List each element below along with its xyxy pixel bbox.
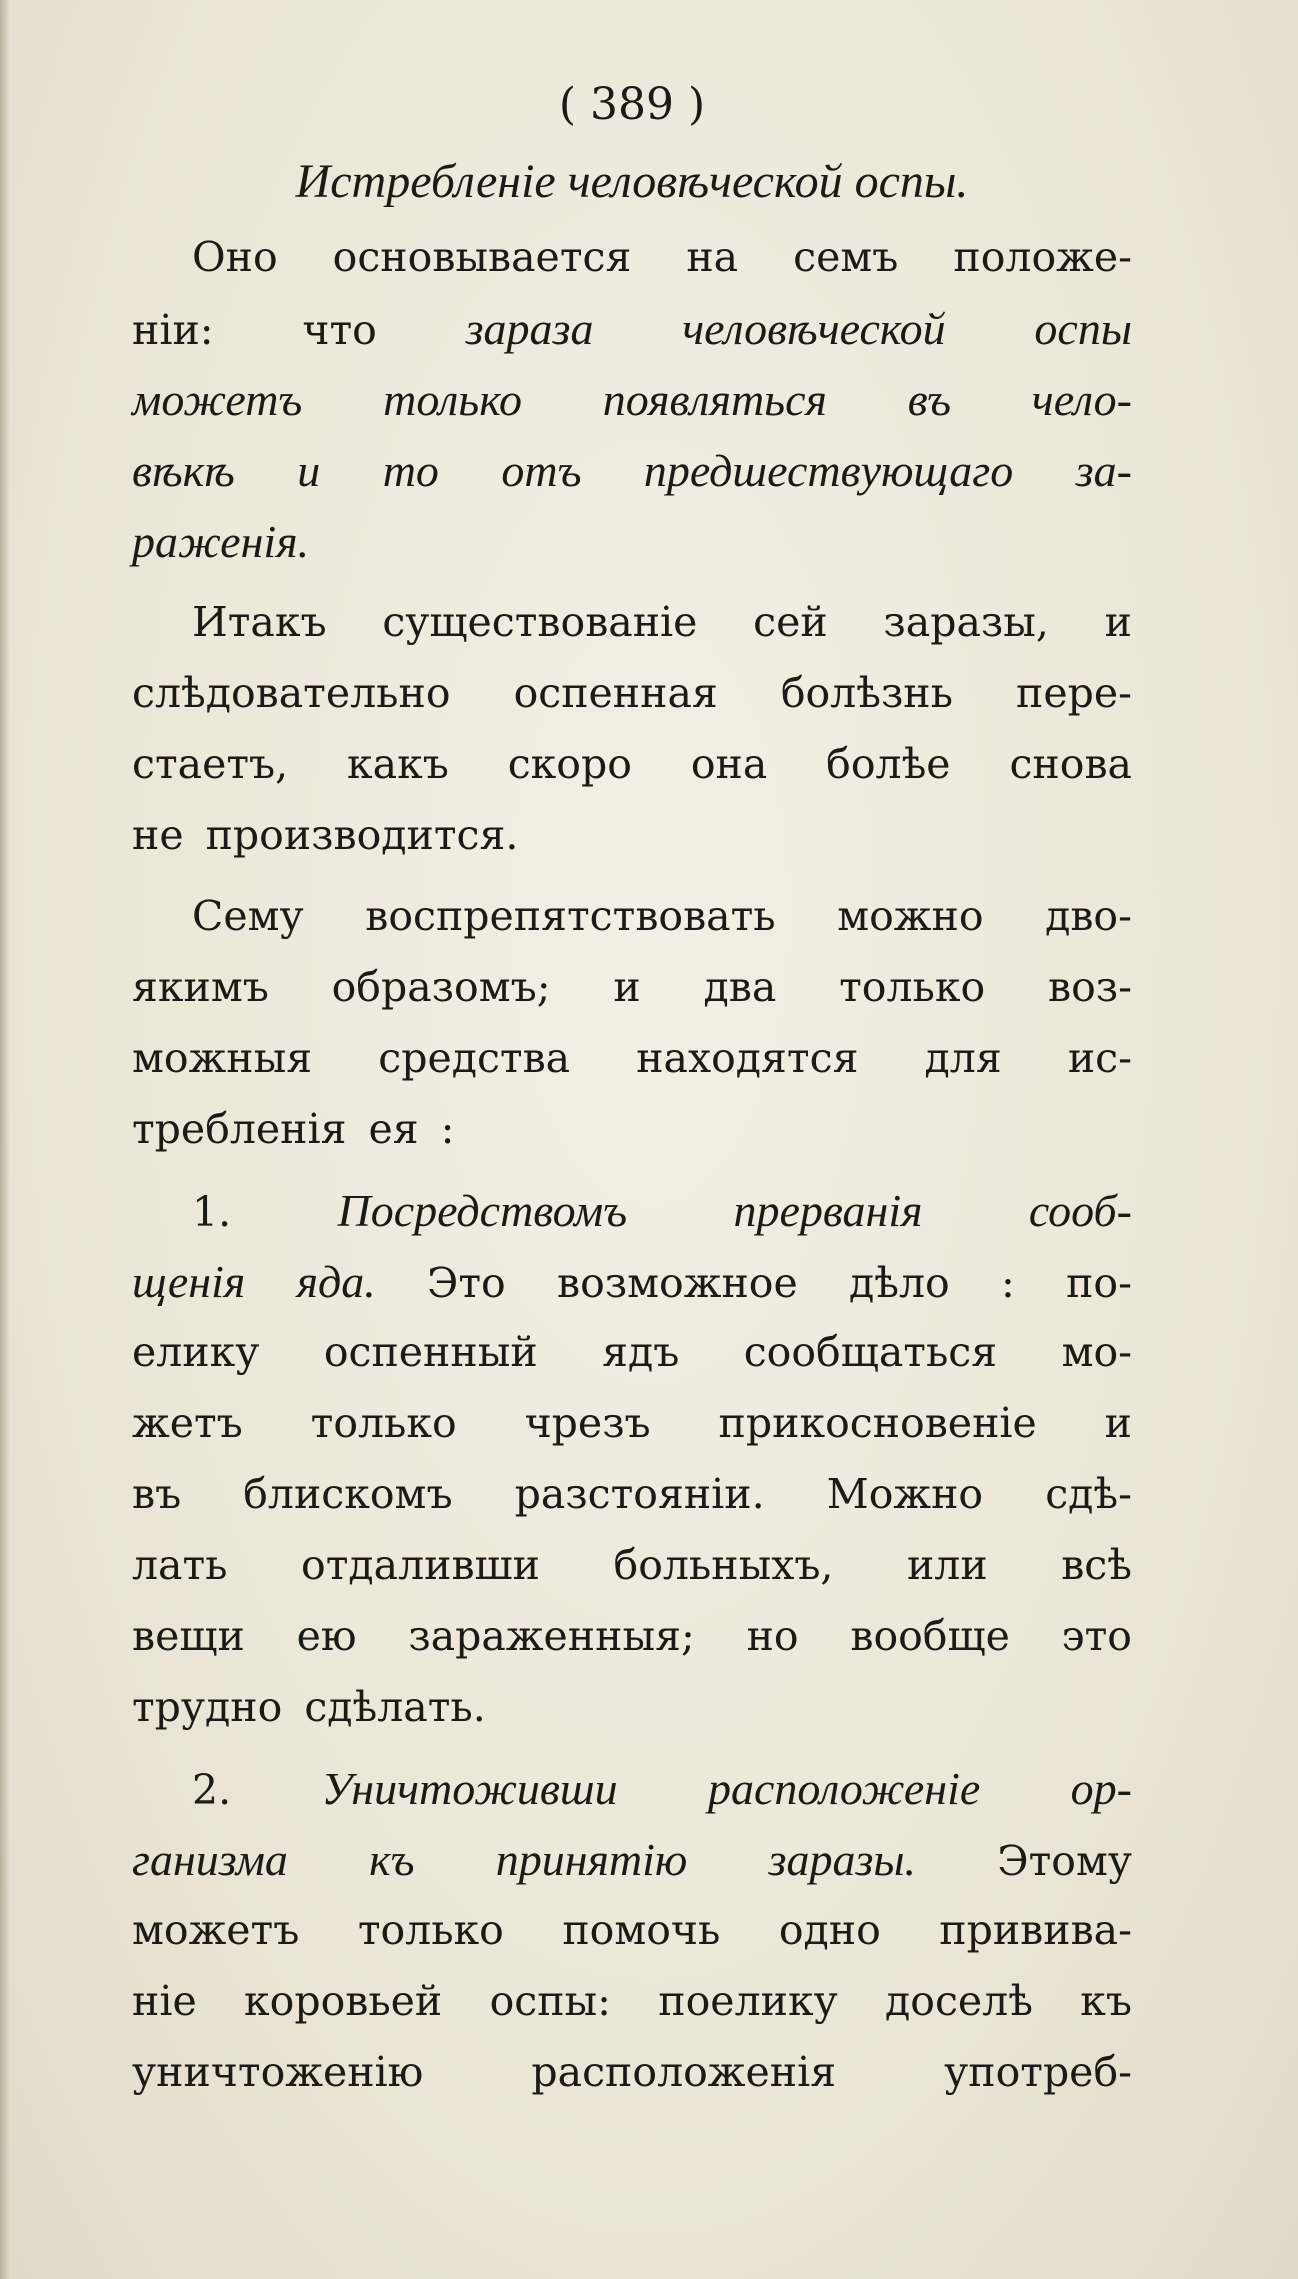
word: можетъ — [132, 1906, 300, 1954]
italic-word: къ — [369, 1834, 415, 1885]
word: вообще — [850, 1612, 1010, 1660]
word: блискомъ — [243, 1470, 453, 1518]
word: вещи — [132, 1612, 245, 1660]
word: что — [302, 306, 377, 354]
italic-word: въ — [907, 374, 951, 425]
word: существованіе — [382, 598, 698, 646]
word: ея — [368, 1105, 419, 1153]
text-line — [132, 587, 1132, 658]
word: основывается — [332, 233, 632, 281]
section-heading: Истребленіе человѣческой оспы. — [295, 155, 969, 208]
word: ею — [296, 1612, 357, 1660]
word: сдѣ- — [1045, 1470, 1132, 1518]
word: мо- — [1061, 1328, 1132, 1376]
word: поелику — [658, 1977, 838, 2025]
text-line — [132, 293, 1132, 364]
text-line — [132, 1317, 1132, 1388]
word: пере- — [1016, 669, 1132, 717]
text-line — [132, 2037, 1132, 2108]
text-line — [132, 1388, 1132, 1459]
word: одно — [778, 1906, 881, 1954]
word: чрезъ — [524, 1399, 651, 1447]
italic-word: сооб- — [1028, 1185, 1132, 1236]
text-line — [132, 800, 1132, 871]
word: снова — [1009, 740, 1132, 788]
word: разстояніи. — [514, 1470, 765, 1518]
word: Итакъ — [192, 598, 327, 646]
word: это — [1061, 1612, 1132, 1660]
word: употреб- — [944, 2048, 1132, 2096]
word: трудно — [132, 1683, 283, 1731]
word: оспенная — [513, 669, 718, 717]
word: Этому — [997, 1837, 1132, 1885]
italic-word: яда. — [296, 1256, 376, 1307]
word: елику — [132, 1328, 260, 1376]
italic-word: ор- — [1070, 1763, 1132, 1814]
word: на — [686, 233, 739, 281]
italic-word: за- — [1075, 445, 1132, 496]
italic-word: Посредствомъ — [337, 1185, 628, 1236]
word: положе- — [953, 233, 1132, 281]
italic-word: прерванія — [733, 1185, 923, 1236]
text-line — [132, 1824, 1132, 1895]
word: дво- — [1045, 892, 1132, 940]
italic-word: появляться — [602, 374, 827, 425]
word: сей — [753, 598, 828, 646]
word: можныя — [132, 1034, 313, 1082]
word: воспрепятствовать — [365, 892, 776, 940]
italic-word: заразы. — [768, 1834, 917, 1885]
italic-word: только — [383, 374, 522, 425]
word: : — [440, 1105, 455, 1153]
word: больныхъ, — [613, 1541, 834, 1589]
italic-word: и — [297, 445, 321, 496]
italic-word: щенія — [132, 1256, 246, 1307]
word: и — [1104, 598, 1132, 646]
word: только — [310, 1399, 457, 1447]
italic-word: можетъ — [132, 374, 303, 425]
word: находятся — [636, 1034, 859, 1082]
italic-word: чело- — [1031, 374, 1132, 425]
word: къ — [1080, 1977, 1132, 2025]
italic-word: зараза — [465, 303, 594, 354]
text-line — [132, 222, 1132, 293]
italic-word: человѣческой — [682, 303, 946, 354]
word: якимъ — [132, 963, 269, 1011]
word: 2. — [192, 1766, 232, 1814]
italic-word: предшествующаго — [643, 445, 1014, 496]
text-line — [132, 1753, 1132, 1824]
word: прикосновеніе — [718, 1399, 1037, 1447]
italic-word: оспы — [1034, 303, 1132, 354]
word: оспы: — [489, 1977, 611, 2025]
word: привива- — [939, 1906, 1132, 1954]
word: помочь — [562, 1906, 721, 1954]
word: сообщаться — [743, 1328, 998, 1376]
text-line — [132, 506, 1132, 577]
text-line — [132, 1895, 1132, 1966]
text-line — [132, 1530, 1132, 1601]
word: ніи: — [132, 306, 214, 354]
word: образомъ; — [331, 963, 551, 1011]
word: требленія — [132, 1105, 347, 1153]
word: Оно — [192, 233, 278, 281]
word: расположенія — [531, 2048, 837, 2096]
word: слѣдовательно — [132, 669, 451, 717]
word: по- — [1066, 1259, 1132, 1307]
word: доселѣ — [885, 1977, 1033, 2025]
italic-word: то — [382, 445, 439, 496]
word: два — [703, 963, 777, 1011]
word: сдѣлать. — [304, 1683, 486, 1731]
word: и — [1104, 1399, 1132, 1447]
word: зараженныя; — [408, 1612, 695, 1660]
word: оспенный — [323, 1328, 538, 1376]
body-text — [132, 222, 1132, 2108]
word: въ — [132, 1470, 182, 1518]
text-line — [132, 729, 1132, 800]
page-number: ( 389 ) — [558, 79, 706, 130]
italic-word: отъ — [501, 445, 582, 496]
italic-word: вѣкѣ — [132, 445, 235, 496]
text-line — [132, 881, 1132, 952]
word: для — [924, 1034, 1002, 1082]
word: производится. — [205, 811, 519, 859]
italic-word: принятію — [495, 1834, 688, 1885]
word: болѣзнь — [780, 669, 953, 717]
word: ис- — [1067, 1034, 1132, 1082]
word: ядъ — [602, 1328, 680, 1376]
word: стаетъ, — [132, 740, 289, 788]
text-line — [132, 1966, 1132, 2037]
word: 1. — [192, 1188, 232, 1236]
word: дѣло — [849, 1259, 950, 1307]
word: болѣе — [826, 740, 951, 788]
word: не — [132, 811, 184, 859]
text-line — [132, 1672, 1132, 1743]
text-line — [132, 364, 1132, 435]
text-line — [132, 1175, 1132, 1246]
word: уничтоженію — [132, 2048, 424, 2096]
word: но — [746, 1612, 799, 1660]
word: Можно — [826, 1470, 984, 1518]
word: какъ — [347, 740, 449, 788]
text-line — [132, 658, 1132, 729]
text-line — [132, 1023, 1132, 1094]
text-line — [132, 1246, 1132, 1317]
word: можно — [837, 892, 984, 940]
word: жетъ — [132, 1399, 243, 1447]
word: скоро — [507, 740, 632, 788]
text-line — [132, 435, 1132, 506]
word: ніе — [132, 1977, 197, 2025]
word: только — [357, 1906, 504, 1954]
word: Это — [427, 1259, 506, 1307]
word: : — [1001, 1259, 1015, 1307]
word: коровьей — [244, 1977, 443, 2025]
italic-word: расположеніе — [707, 1763, 981, 1814]
text-line — [132, 1459, 1132, 1530]
word: она — [690, 740, 768, 788]
word: всѣ — [1061, 1541, 1132, 1589]
word: Сему — [192, 892, 304, 940]
word: лать — [132, 1541, 228, 1589]
text-line — [132, 1094, 1132, 1165]
page-edge-shadow — [0, 0, 10, 2279]
word: и — [613, 963, 641, 1011]
italic-word: раженія. — [132, 516, 310, 567]
word: заразы, — [883, 598, 1049, 646]
text-line — [132, 1601, 1132, 1672]
italic-word: Уничтоживши — [321, 1763, 618, 1814]
word: средства — [378, 1034, 571, 1082]
word: только — [839, 963, 986, 1011]
word: возможное — [557, 1259, 798, 1307]
word: воз- — [1048, 963, 1132, 1011]
word: семъ — [793, 233, 899, 281]
word: отдаливши — [301, 1541, 540, 1589]
italic-word: ганизма — [132, 1834, 288, 1885]
text-block — [132, 60, 1132, 2108]
word: или — [906, 1541, 988, 1589]
text-line — [132, 952, 1132, 1023]
